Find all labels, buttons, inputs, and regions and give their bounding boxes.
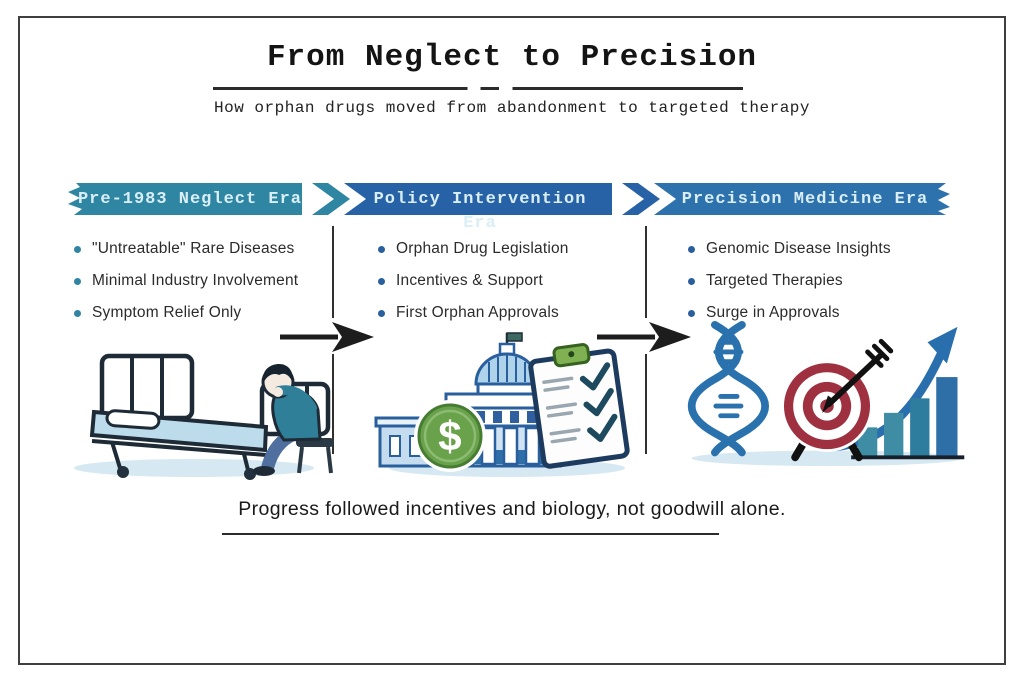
list-item-label: Orphan Drug Legislation — [396, 240, 569, 257]
page-title: From Neglect to Precision — [266, 40, 758, 75]
neglect-era-list — [74, 233, 344, 329]
list-item — [74, 265, 344, 297]
capitol-coin-checklist-illustration — [372, 330, 630, 480]
list-item-label: Symptom Relief Only — [92, 304, 242, 321]
era-label-precision: Precision Medicine Era — [681, 190, 929, 209]
dna-target-chart-illustration — [682, 318, 972, 470]
bullet-dot — [688, 278, 695, 285]
column-divider — [645, 226, 647, 318]
list-item-label: Minimal Industry Involvement — [92, 272, 299, 289]
list-item-label: "Untreatable" Rare Diseases — [92, 240, 295, 257]
list-item — [378, 233, 648, 265]
list-item — [378, 265, 648, 297]
bullet-dot — [378, 246, 385, 253]
era-label-neglect: Pre-1983 Neglect Era — [77, 190, 303, 209]
page-subtitle: How orphan drugs moved from abandonment to targeted therapy — [214, 99, 810, 117]
bullet-dot — [378, 310, 385, 317]
bullet-dot — [378, 278, 385, 285]
list-item — [688, 265, 958, 297]
list-item — [688, 233, 958, 265]
policy-era-list — [378, 233, 648, 329]
bullet-dot — [74, 246, 81, 253]
bullet-dot — [74, 310, 81, 317]
column-divider — [645, 354, 647, 454]
chevron-2 — [622, 183, 660, 215]
column-divider — [332, 226, 334, 318]
bullet-dot — [74, 278, 81, 285]
caption-underline — [222, 533, 719, 535]
list-item-label: Incentives & Support — [396, 272, 544, 289]
bed-patient-illustration — [66, 342, 338, 482]
list-item — [74, 233, 344, 265]
list-item-label: Surge in Approvals — [706, 304, 840, 321]
list-item-label: First Orphan Approvals — [396, 304, 559, 321]
bullet-dot — [688, 246, 695, 253]
dollar-sign: $ — [437, 415, 463, 463]
list-item-label: Targeted Therapies — [706, 272, 843, 289]
era-label-policy: Policy Intervention Era — [373, 190, 587, 233]
takeaway-caption: Progress followed incentives and biology, not goodwill alone. — [238, 498, 786, 520]
list-item-label: Genomic Disease Insights — [706, 240, 891, 257]
title-underline — [213, 87, 743, 90]
chevron-1 — [312, 183, 350, 215]
bullet-dot — [688, 310, 695, 317]
precision-era-list — [688, 233, 958, 329]
